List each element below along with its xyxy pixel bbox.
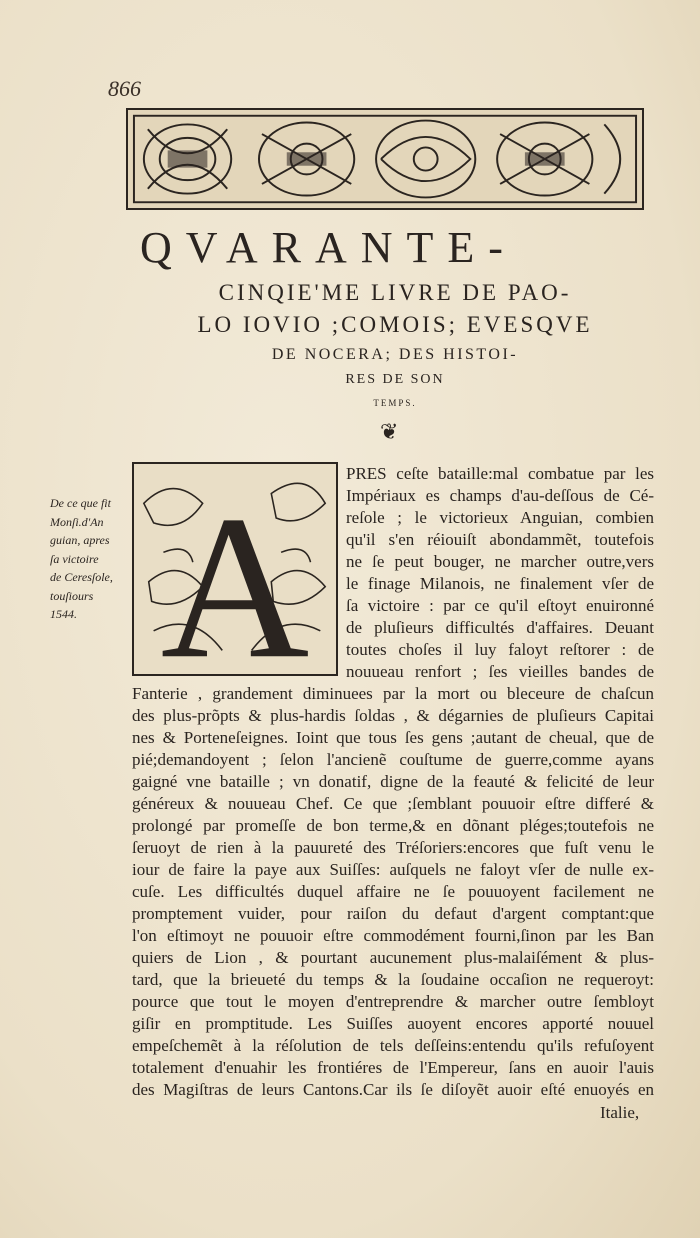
text-line: de pluſieurs difficultés d'affaires. Deuant [346,618,654,637]
margin-note-line: De ce que fit [50,496,111,510]
text-line: nes & Porteneſeignes. Ioint que tous ſes gens ;autant de cheual, que de [132,728,654,747]
margin-note-line: de Ceresſole, [50,570,113,584]
text-line: ſa victoire : par ce qu'il eſtoyt enuironné [346,596,654,615]
text-line: Impériaux es champs d'au-deſſous de Cé- [346,486,654,505]
knotwork-ornament-icon [128,110,642,208]
margin-note [50,494,132,624]
text-line: empeſchemẽt à la réſolution de tels deſſeins:entendu qu'ils refuſoyent [132,1036,654,1055]
text-line: ſeruoyt de rien à la pauureté des Tréſoriers:encores que fuſt venu le [132,838,654,857]
text-line: pié;demandoyent ; ſelon l'ancienẽ couſtume de guerre,comme ayans [132,750,654,769]
page-number: 866 [108,76,141,101]
text-line: iour de faire la paye aux Suiſſes: auſquels ne faloyt vſer de nulle ex- [132,860,654,879]
subtitle-line-1: CINQIE'ME LIVRE DE PAO- [218,280,572,305]
margin-note-line: guian, apres [50,533,110,547]
text-line: toutes choſes il luy faloyt reſtorer : de [346,640,654,659]
text-line: nouueau renfort ; ſes vieilles bandes de [346,662,654,681]
text-line: pource que tout le moyen d'entreprendre & marcher outre ſembloyt [132,992,654,1011]
text-line: PRES ceſte bataille:mal combatue par les [346,464,654,483]
text-line: gaigné vne bataille ; vn donatif, digne de la feauté & felicité de leur [132,772,654,791]
margin-note-line: Monſi.d'An [50,514,104,529]
text-line: quiers de Lion , & pourtant aucunement plus-malaiſément & plus- [132,948,654,967]
text-line: prolongé par promeſſe de bon terme,& en dõnant pléges;toutefois ne [132,816,654,835]
text-line: promptement vuider, pour raiſon du defaut d'argent comptant:que [132,904,654,923]
text-line: Fanterie , grandement diminuees par la mort ou bleceure de chaſcun [132,684,654,703]
text-line: des plus-prõpts & plus-hardis ſoldas , & dégarnies de pluſieurs Capitai [132,706,654,725]
text-line: le finage Milanois, ne finalement vſer de [346,574,654,593]
book-title: QVARANTE- [140,223,517,272]
text-line: l'on eſtimoyt ne pouuoir eſtre commodément fourni,ſinon par les Ban [132,926,654,945]
subtitle-line-5: TEMPS. [373,398,417,408]
text-line: tard, que la brieueté du temps & la ſoudaine occaſion ne requeroyt: [132,970,654,989]
drop-cap-icon [134,464,336,674]
text-line: qu'il s'en réiouiſt abondammẽt, toutefois [346,530,654,549]
margin-note-line: touſiours [50,588,94,603]
drop-cap-letter: A [160,473,310,674]
text-line: ne ſe peut bouger, ne marcher outre,vers [346,552,654,571]
text-line: des Magiſtras de leurs Cantons.Car ils ſe diſoyẽt auoir eſté enuoyés en [132,1080,654,1099]
text-line: cuſe. Les difficultés duquel affaire ne ſe pouuoyent facilement ne [132,882,654,901]
text-line: reſole ; le victorieux Anguian, combien [346,508,654,527]
ornamental-headpiece [126,108,644,210]
subtitle-line-3: DE NOCERA; DES HISTOI- [271,346,519,363]
fleuron-icon: ❦ [380,420,399,445]
margin-note-line: 1544. [50,607,77,621]
subtitle-line-2: LO IOVIO ;COMOIS; EVESQVE [197,312,593,337]
text-line: généreux & nouueau Chef. Ce que ;ſemblant pouuoir eſtre differé & [132,794,654,813]
subtitle-line-4: RES DE SON [345,372,445,387]
margin-note-line: ſa victoire [50,551,99,566]
text-line: giſir en promptitude. Les Suiſſes auoyent encores apporté nouuel [132,1014,654,1033]
decorated-initial [132,462,338,676]
text-line: totalement d'enuahir les frontiéres de l'Empereur, ſans en auoir l'auis [132,1058,654,1077]
catchword: Italie, [600,1103,640,1122]
